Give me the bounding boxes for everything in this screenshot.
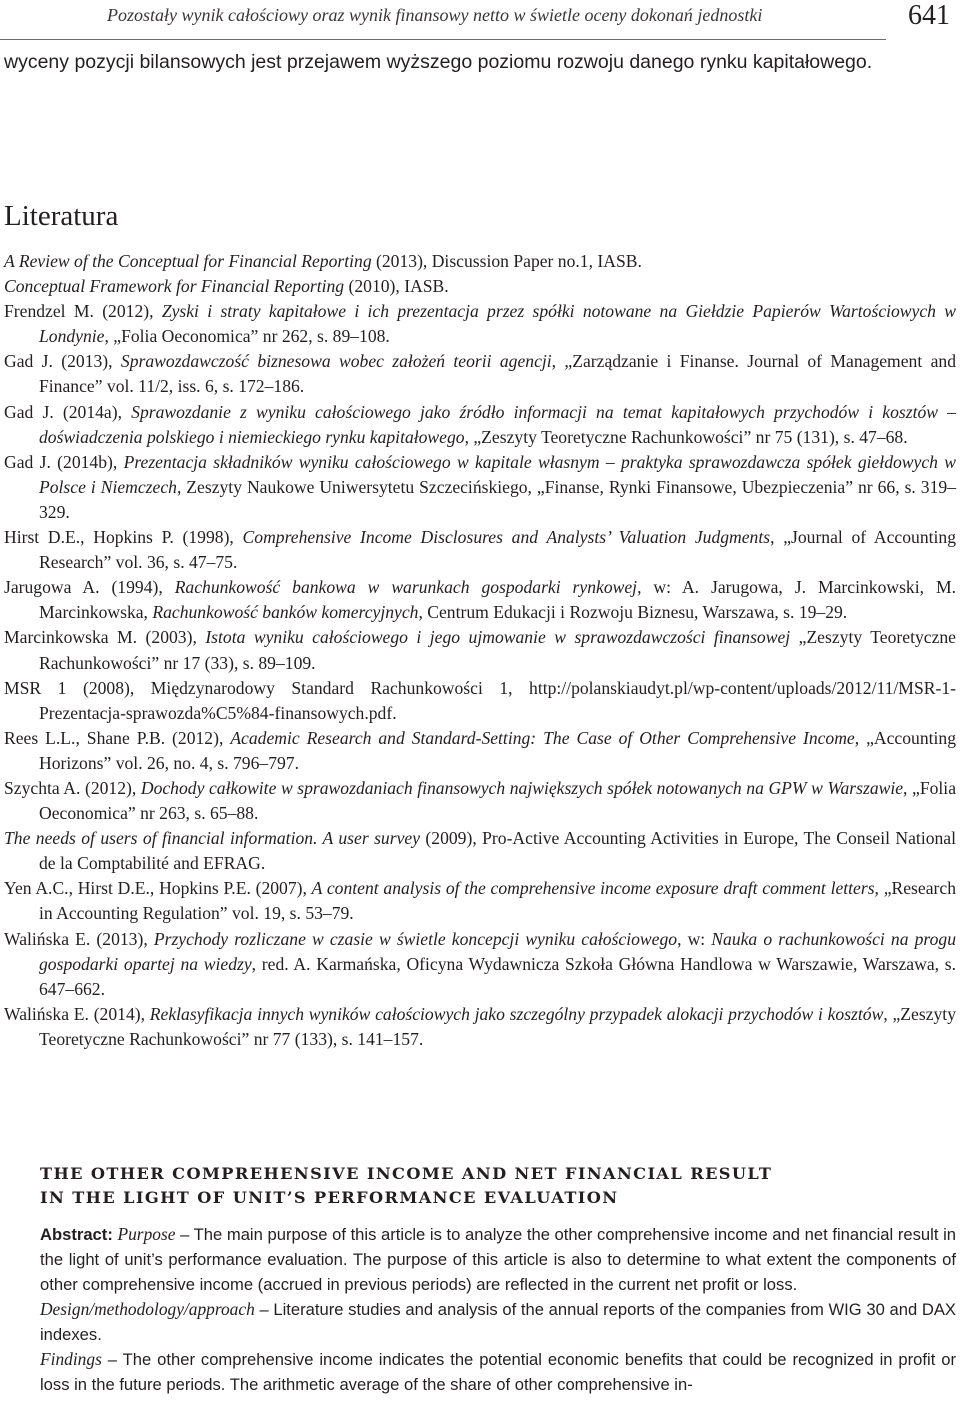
reference-text: , „Folia Oeconomica” nr 263, s. 65–88. xyxy=(39,777,956,824)
findings-label: Findings xyxy=(40,1349,102,1369)
design-text: – Literature studies and analysis of the annual reports of the companies from WIG 30 and DAX indexes. xyxy=(40,1300,956,1344)
reference-title: Dochody całkowite w sprawozdaniach finansowych największych spółek notowanych na GPW w Warszawie xyxy=(140,777,904,798)
reference-text: Jarugowa A. (1994), xyxy=(4,577,175,598)
abstract-label: Abstract: xyxy=(40,1225,113,1244)
reference-text: , „Journal of Accounting Research” vol. 36, s. 47–75. xyxy=(39,527,956,573)
reference-entry xyxy=(4,299,956,349)
abstract-block xyxy=(40,1222,956,1397)
reference-title: Rachunkowość banków komercyjnych xyxy=(152,602,419,623)
reference-entry xyxy=(4,249,956,274)
reference-text: , Zeszyty Naukowe Uniwersytetu Szczecińskiego, „Finanse, Rynki Finansowe, Ubezpieczenia” nr 66, s. 319–329. xyxy=(39,476,956,522)
reference-title: Zyski i straty kapitałowe i ich prezentacja przez spółki notowane na Giełdzie Papierów Wartościowych w Londynie xyxy=(39,301,956,347)
abstract-findings-paragraph xyxy=(40,1347,956,1397)
reference-text: , „Zeszyty Teoretyczne Rachunkowości” nr 75 (131), s. 47–68. xyxy=(464,426,908,447)
reference-title: A Review of the Conceptual for Financial Reporting xyxy=(4,251,372,271)
reference-entry xyxy=(4,726,956,776)
reference-text: , red. A. Karmańska, Oficyna Wydawnicza Szkoła Główna Handlowa w Warszawie, Warszawa, s. 647–662. xyxy=(39,953,956,999)
english-title-line-2: IN THE LIGHT OF UNIT’S PERFORMANCE EVALUATION xyxy=(40,1188,619,1207)
reference-title: Comprehensive Income Disclosures and Analysts’ Valuation Judgments xyxy=(242,527,771,548)
reference-text: Frendzel M. (2012), xyxy=(4,301,162,322)
reference-text: (2009), Pro-Active Accounting Activities in Europe, The Conseil National de la Comptabilité and EFRAG. xyxy=(39,828,957,874)
reference-text: (2013), Discussion Paper no.1, IASB. xyxy=(371,251,642,271)
reference-text: Marcinkowska M. (2003), xyxy=(4,627,206,648)
reference-text: (2010), IASB. xyxy=(344,276,449,297)
reference-title: Conceptual Framework for Financial Reporting xyxy=(4,276,345,297)
reference-entry xyxy=(4,450,956,525)
header-rule xyxy=(0,39,886,40)
reference-entry xyxy=(4,525,956,575)
reference-text: Yen A.C., Hirst D.E., Hopkins P.E. (2007), xyxy=(4,878,312,899)
reference-text: , „Zeszyty Teoretyczne Rachunkowości” nr 77 (133), s. 141–157. xyxy=(39,1003,956,1049)
intro-paragraph xyxy=(4,48,954,76)
reference-text: Rees L.L., Shane P.B. (2012), xyxy=(4,727,231,748)
reference-text: Walińska E. (2013), xyxy=(4,928,154,949)
reference-entry xyxy=(4,927,956,1002)
purpose-text: – The main purpose of this article is to analyze the other comprehensive income and net financial result in the light of unit’s performance evaluation. The purpose of this article is also to determine to what extent the components of other comprehensive income (accrued in previous periods) are reflected in the current net profit or loss. xyxy=(40,1225,956,1294)
reference-title: A content analysis of the comprehensive income exposure draft comment letters xyxy=(311,878,875,899)
reference-title: Prezentacja składników wyniku całościowego w kapitale własnym – praktyka sprawozdawcza spółek giełdowych w Polsce i Niemczech xyxy=(39,451,956,497)
reference-entry xyxy=(4,676,956,726)
reference-title: Istota wyniku całościowego i jego ujmowanie w sprawozdawczości finansowej xyxy=(205,627,791,648)
reference-text: MSR 1 (2008), Międzynarodowy Standard Rachunkowości 1, http://polanskiaudyt.pl/wp-content/uploads/2012/11/MSR-1-Prezentacja-sprawozda%C5%84-finansowych.pdf. xyxy=(4,677,956,723)
design-label: Design/methodology/approach xyxy=(40,1299,255,1319)
reference-text: , „Folia Oeconomica” nr 262, s. 89–108. xyxy=(104,326,390,347)
reference-text: , Centrum Edukacji i Rozwoju Biznesu, Warszawa, s. 19–29. xyxy=(418,602,848,623)
reference-title: Rachunkowość bankowa w warunkach gospodarki rynkowej xyxy=(174,577,638,598)
reference-title: Academic Research and Standard-Setting: The Case of Other Comprehensive Income xyxy=(230,727,855,748)
reference-entry xyxy=(4,826,956,876)
reference-title: Sprawozdawczość biznesowa wobec założeń teorii agencji xyxy=(120,351,552,372)
running-header xyxy=(0,0,960,40)
reference-text: Walińska E. (2014), xyxy=(4,1003,150,1024)
reference-text: , „Research in Accounting Regulation” vol. 19, s. 53–79. xyxy=(39,878,956,924)
section-heading-literatura: Literatura xyxy=(4,200,119,232)
intro-text: wyceny pozycji bilansowych jest przejawem wyższego poziomu rozwoju danego rynku kapitałowego. xyxy=(4,51,873,73)
english-title-line-1: THE OTHER COMPREHENSIVE INCOME AND NET FINANCIAL RESULT xyxy=(40,1164,773,1183)
reference-text: Hirst D.E., Hopkins P. (1998), xyxy=(4,527,243,548)
reference-entry xyxy=(4,274,956,299)
reference-text: Gad J. (2014a), xyxy=(4,401,132,422)
reference-entry xyxy=(4,575,956,625)
purpose-label: Purpose xyxy=(117,1224,176,1244)
reference-text: Gad J. (2014b), xyxy=(4,451,124,472)
findings-text: – The other comprehensive income indicates the potential economic benefits that could be recognized in profit or loss in the future periods. The arithmetic average of the share of other comprehensive in- xyxy=(40,1350,956,1394)
reference-text: , „Zarządzanie i Finanse. Journal of Management and Finance” vol. 11/2, iss. 6, s. 172–186. xyxy=(39,351,956,397)
reference-title: Sprawozdanie z wyniku całościowego jako źródło informacji na temat kapitałowych przychodów i kosztów – doświadczenia polskiego i niemieckiego rynku kapitałowego xyxy=(39,401,956,447)
abstract-design-paragraph xyxy=(40,1297,956,1347)
reference-title: Przychody rozliczane w czasie w świetle koncepcji wyniku całościowego xyxy=(153,928,678,949)
reference-entry xyxy=(4,625,956,675)
reference-title: Nauka o rachunkowości na progu gospodarki opartej na wiedzy xyxy=(39,928,956,974)
english-title xyxy=(40,1162,940,1210)
reference-entry xyxy=(4,349,956,399)
reference-text: Szychta A. (2012), xyxy=(4,777,141,798)
page-number: 641 xyxy=(908,0,950,31)
reference-entry xyxy=(4,876,956,926)
reference-text: , w: A. Jarugowa, J. Marcinkowski, M. Marcinkowska, xyxy=(39,577,956,623)
reference-title: The needs of users of financial information. A user survey xyxy=(4,828,421,849)
reference-entry xyxy=(4,400,956,450)
reference-entry xyxy=(4,1002,956,1052)
reference-text: , „Accounting Horizons” vol. 26, no. 4, s. 796–797. xyxy=(39,727,956,773)
running-title: Pozostały wynik całościowy oraz wynik finansowy netto w świetle oceny dokonań jednostki xyxy=(107,5,763,25)
reference-text: „Zeszyty Teoretyczne Rachunkowości” nr 17 (33), s. 89–109. xyxy=(39,627,956,673)
reference-text: , w: xyxy=(677,928,712,949)
reference-text: Gad J. (2013), xyxy=(4,351,121,372)
reference-entry xyxy=(4,776,956,826)
reference-list xyxy=(4,249,956,1052)
abstract-purpose-paragraph xyxy=(40,1222,956,1297)
reference-title: Reklasyfikacja innych wyników całościowych jako szczególny przypadek alokacji przychodów i kosztów xyxy=(149,1003,884,1024)
